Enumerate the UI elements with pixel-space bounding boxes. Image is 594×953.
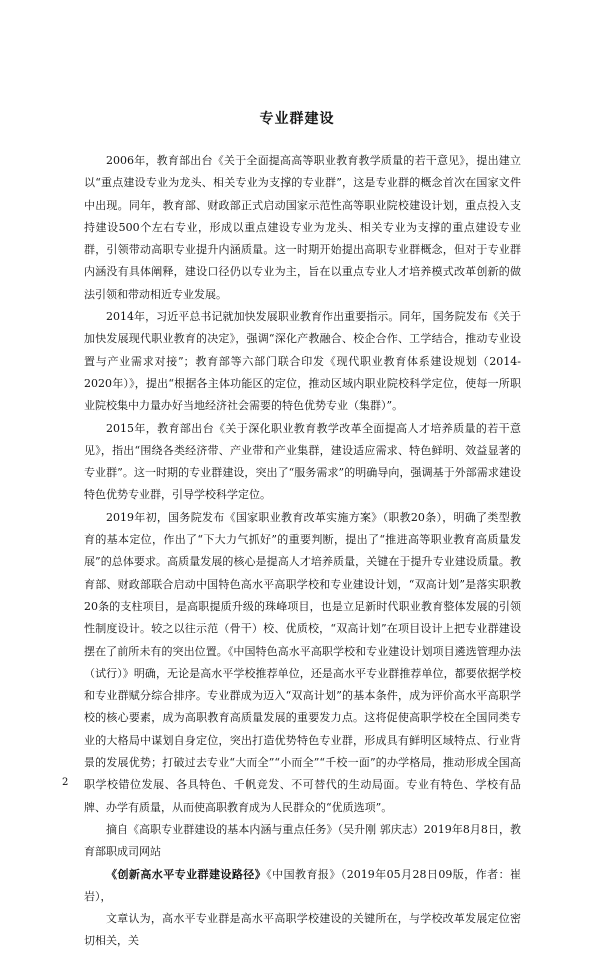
- excerpt-source: 摘自《高职专业群建设的基本内涵与重点任务》（吴升刚 郭庆志）2019年8月8日，教育部职成司网站: [84, 822, 521, 859]
- paragraph-2014: 2014年，习近平总书记就加快发展职业教育作出重要指示。同年，国务院发布《关于加快发展现代职业教育的决定》，强调“深化产教融合、校企合作、工学结合，推动专业设置与产业需求对接”；教育部等六部门联合印发《现代职业教育体系建设规划（2014-2020年）》，提出“根据各主体功能区的定位，推动区域内职业院校科学定位，使每一所职业院校集中力量办好当地经济社会需要的特色优势专业（集群）”。: [84, 310, 521, 413]
- paragraph-2015: 2015年，教育部出台《关于深化职业教育教学改革全面提高人才培养质量的若干意见》，指出“围绕各类经济带、产业带和产业集群，建设适应需求、特色鲜明、效益显著的专业群”。这一时期的专业群建设，突出了“服务需求”的明确导向，强调基于外部需求建设特色优势专业群，引导学校科学定位。: [84, 421, 521, 502]
- article-reference: [84, 864, 521, 909]
- document-body: [84, 150, 521, 953]
- paragraph-2019: 2019年初，国务院发布《国家职业教育改革实施方案》（职教20条），明确了类型教育的基本定位，作出了“下大力气抓好”的重要判断，提出了“推进高等职业教育高质量发展”的总体要求。高质量发展的核心是提高人才培养质量，关键在于提升专业建设质量。教育部、财政部联合启动中国特色高水平高职学校和专业建设计划，“双高计划”是落实职教20条的支柱项目，是高职提质升级的珠峰项目，也是立足新时代职业教育整体发展的引领性制度设计。较之以往示范（骨干）校、优质校，“双高计划”在项目设计上把专业群建设摆在了前所未有的突出位置。《中国特色高水平高职学校和专业建设计划项目遴选管理办法（试行）》明确，无论是高水平学校推荐单位，还是高水平专业群推荐单位，都要依据学校和专业群赋分综合排序。专业群成为迈入“双高计划”的基本条件，成为评价高水平高职学校的核心要素，成为高职教育高质量发展的重要发力点。这将促使高职学校在全国同类专业的大格局中谋划自身定位，突出打造优势特色专业群，形成具有鲜明区域特点、行业背景的发展优势；打破过去专业“大而全”“小而全”“千校一面”的办学格局，推动形成全国高职学校错位发展、各具特色、千帆竞发、不可替代的生动局面。专业有特色、学校有品牌、办学有质量，从而使高职教育成为人民群众的“优质选项”。: [84, 510, 521, 814]
- paragraph-2006: 2006年，教育部出台《关于全面提高高等职业教育教学质量的若干意见》，提出建立以“重点建设专业为龙头、相关专业为支撑的专业群”，这是专业群的概念首次在国家文件中出现。同年，教育部、财政部正式启动国家示范性高等职业院校建设计划，重点投入支持建设500个左右专业，形成以重点建设专业为龙头、相关专业为支撑的重点建设专业群，引领带动高职专业提升内涵质量。这一时期开始提出高职专业群概念，但对于专业群内涵没有具体阐释，建设口径仍以专业为主，旨在以重点专业人才培养模式改革创新的做法引领和带动相近专业发展。: [84, 154, 521, 301]
- article-title: 《创新高水平专业群建设路径》: [106, 867, 267, 881]
- page-title: 专业群建设: [259, 111, 335, 127]
- page-number: 2: [62, 777, 69, 788]
- article-source: 《中国教育报》（2019年05月28日09版，作者：崔岩），: [84, 867, 522, 903]
- article-summary: 文章认为，高水平专业群是高水平高职学校建设的关键所在，与学校改革发展定位密切相关，关: [84, 912, 521, 948]
